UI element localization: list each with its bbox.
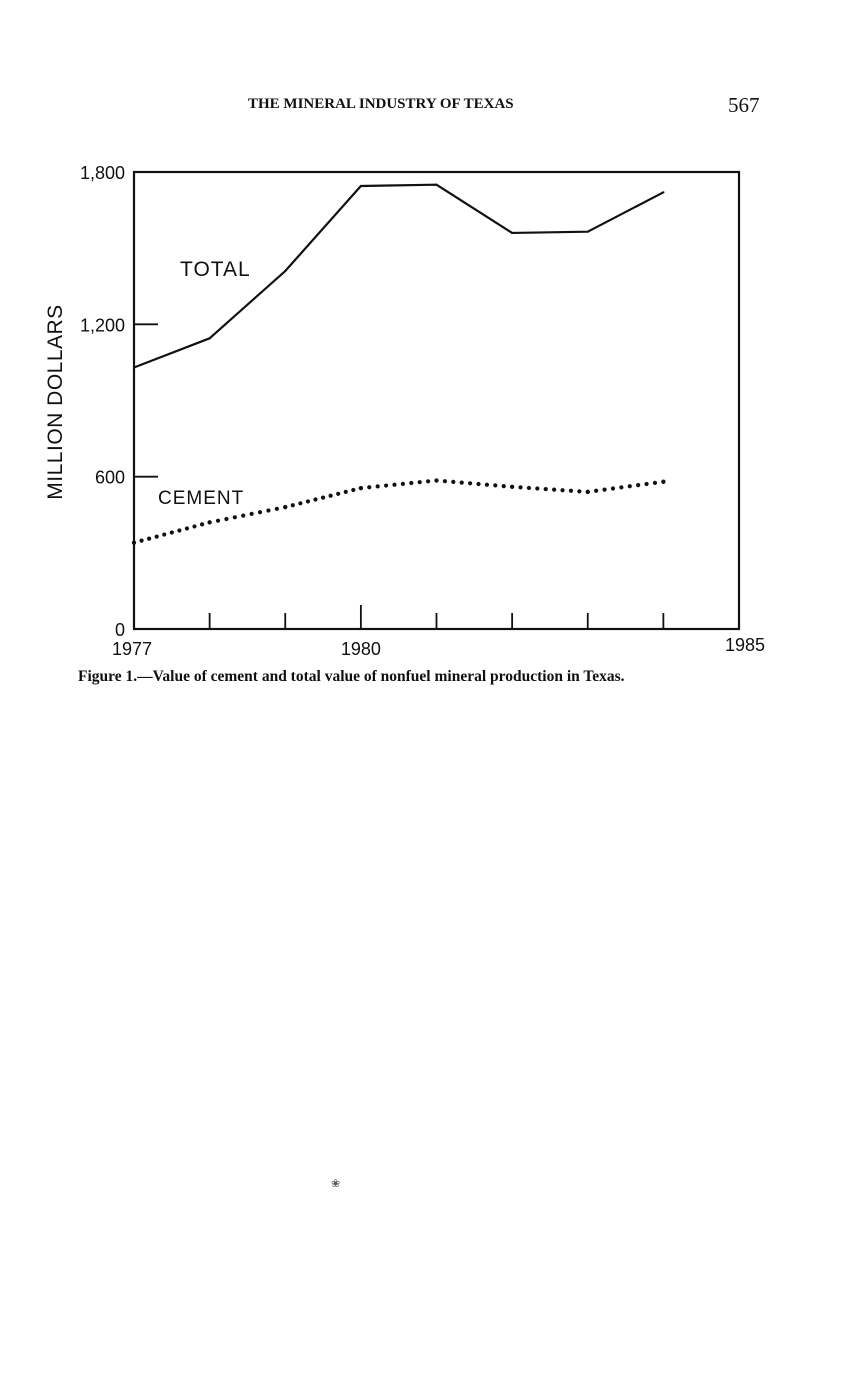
cement-dot bbox=[409, 481, 413, 485]
cement-dot bbox=[644, 482, 648, 486]
cement-dot bbox=[594, 489, 598, 493]
running-head bbox=[0, 93, 850, 120]
cement-dot bbox=[306, 499, 310, 503]
cement-dot bbox=[258, 510, 262, 514]
cement-data-point bbox=[586, 490, 590, 494]
cement-dot bbox=[216, 519, 220, 523]
cement-dot bbox=[653, 481, 657, 485]
cement-dot bbox=[155, 534, 159, 538]
cement-dot bbox=[162, 532, 166, 536]
cement-dot bbox=[619, 485, 623, 489]
cement-dot bbox=[321, 496, 325, 500]
cement-data-point bbox=[661, 480, 665, 484]
total-data-point bbox=[511, 232, 513, 234]
cement-dot bbox=[451, 480, 455, 484]
cement-series-label: CEMENT bbox=[158, 488, 245, 509]
cement-dot bbox=[192, 524, 196, 528]
cement-dot bbox=[336, 492, 340, 496]
total-data-point bbox=[435, 184, 437, 186]
y-tick-label: 1,800 bbox=[79, 163, 125, 183]
y-tick-label: 600 bbox=[94, 467, 125, 488]
cement-dot bbox=[636, 483, 640, 487]
cement-dot bbox=[250, 512, 254, 516]
cement-dot bbox=[502, 484, 506, 488]
total-data-point bbox=[587, 231, 589, 233]
cement-dot bbox=[376, 484, 380, 488]
cement-dot bbox=[426, 479, 430, 483]
cement-dot bbox=[569, 489, 573, 493]
cement-data-point bbox=[283, 505, 287, 509]
scan-speck: ❀ bbox=[331, 1177, 341, 1190]
cement-dot bbox=[418, 480, 422, 484]
cement-dot bbox=[298, 501, 302, 505]
cement-dot bbox=[147, 537, 151, 541]
cement-data-point bbox=[208, 520, 212, 524]
cement-dot bbox=[139, 539, 143, 543]
cement-data-point bbox=[434, 478, 438, 482]
cement-dot bbox=[200, 522, 204, 526]
total-data-point bbox=[133, 366, 135, 368]
cement-dot bbox=[344, 490, 348, 494]
cement-dot bbox=[602, 488, 606, 492]
plot-frame bbox=[134, 172, 739, 629]
x-tick-label: 1985 bbox=[724, 635, 766, 655]
cement-dot bbox=[443, 479, 447, 483]
cement-dot bbox=[233, 515, 237, 519]
figure-caption: Figure 1.—Value of cement and total value of nonfuel mineral production in Texas. bbox=[78, 668, 625, 685]
cement-dot bbox=[544, 487, 548, 491]
cement-dot bbox=[577, 489, 581, 493]
cement-dot bbox=[527, 486, 531, 490]
x-tick-label: 1977 bbox=[112, 639, 153, 659]
cement-dot bbox=[170, 530, 174, 534]
cement-data-point bbox=[510, 485, 514, 489]
figure bbox=[0, 150, 850, 660]
cement-dot bbox=[266, 508, 270, 512]
total-series-label: TOTAL bbox=[180, 258, 251, 281]
cement-dot bbox=[313, 497, 317, 501]
cement-dot bbox=[241, 513, 245, 517]
cement-data-point bbox=[132, 541, 136, 545]
cement-dot bbox=[560, 488, 564, 492]
cement-dot bbox=[384, 483, 388, 487]
total-data-point bbox=[360, 185, 362, 187]
total-data-point bbox=[209, 337, 211, 339]
cement-dot bbox=[367, 485, 371, 489]
cement-dot bbox=[177, 528, 181, 532]
y-tick-label: 0 bbox=[114, 620, 125, 640]
cement-dot bbox=[392, 483, 396, 487]
total-data-point bbox=[284, 270, 286, 272]
cement-dot bbox=[611, 486, 615, 490]
cement-dot bbox=[185, 526, 189, 530]
cement-dot bbox=[485, 483, 489, 487]
page-number: 567 bbox=[728, 93, 760, 117]
cement-dot bbox=[401, 482, 405, 486]
cement-dot bbox=[628, 484, 632, 488]
cement-dot bbox=[493, 483, 497, 487]
cement-dot bbox=[476, 482, 480, 486]
y-tick-label: 1,200 bbox=[79, 315, 125, 336]
cement-dot bbox=[518, 485, 522, 489]
cement-data-point bbox=[359, 486, 363, 490]
cement-dot bbox=[275, 507, 279, 511]
running-title: THE MINERAL INDUSTRY OF TEXAS bbox=[248, 96, 514, 112]
x-tick-label: 1980 bbox=[340, 639, 381, 659]
cement-dot bbox=[460, 480, 464, 484]
cement-dot bbox=[351, 488, 355, 492]
cement-dot bbox=[224, 517, 228, 521]
cement-dot bbox=[468, 481, 472, 485]
cement-dot bbox=[552, 488, 556, 492]
cement-dot bbox=[329, 494, 333, 498]
line-chart bbox=[0, 150, 850, 660]
cement-dot bbox=[291, 503, 295, 507]
cement-dot bbox=[535, 486, 539, 490]
y-axis-label: MILLION DOLLARS bbox=[44, 304, 67, 500]
total-data-point bbox=[662, 191, 664, 193]
